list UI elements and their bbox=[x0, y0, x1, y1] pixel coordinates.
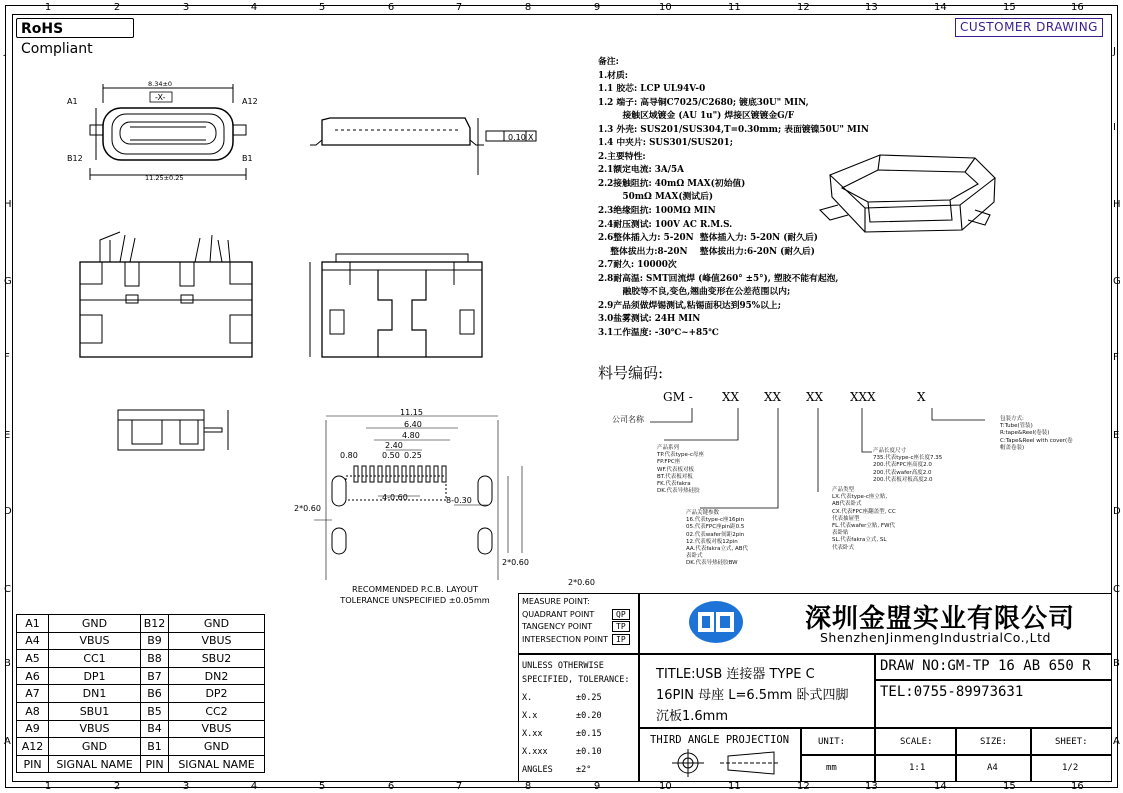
note-line: 1.3 外壳: SUS201/SUS304,T=0.30mm; 表面镀镍50U" MIN bbox=[598, 124, 869, 135]
zone-row-G: G bbox=[1113, 276, 1121, 287]
pin-cell: B1 bbox=[141, 738, 169, 756]
scale-value: 1:1 bbox=[909, 763, 926, 773]
zone-row-H: H bbox=[4, 199, 12, 210]
measure-point-label: INTERSECTION POINT bbox=[522, 634, 608, 644]
zone-row-E: E bbox=[1113, 430, 1120, 441]
zone-row-C: C bbox=[1113, 584, 1120, 595]
pin-cell: B7 bbox=[141, 667, 169, 685]
pin-table bbox=[16, 614, 265, 773]
sheet-value: 1/2 bbox=[1062, 763, 1079, 773]
pin-row bbox=[17, 738, 265, 756]
customer-drawing-label: CUSTOMER DRAWING bbox=[955, 18, 1103, 37]
zone-row-H: H bbox=[1113, 199, 1121, 210]
zone-col-5: 5 bbox=[318, 2, 326, 13]
zone-row-B: B bbox=[4, 658, 11, 669]
zone-col-16: 16 bbox=[1071, 781, 1084, 792]
pin-cell: DN1 bbox=[49, 685, 141, 703]
note-line: 3.1工作温度: -30℃~+85℃ bbox=[598, 327, 719, 338]
zone-col-6: 6 bbox=[387, 781, 395, 792]
zone-row-J: J bbox=[1113, 46, 1116, 57]
pin-cell: A5 bbox=[17, 650, 49, 668]
zone-col-2: 2 bbox=[113, 781, 121, 792]
zone-col-8: 8 bbox=[524, 2, 532, 13]
sheet-header: SHEET: bbox=[1055, 737, 1088, 747]
rohs-bold: RoHS bbox=[21, 21, 64, 37]
small-side-view bbox=[118, 410, 228, 450]
zone-col-3: 3 bbox=[182, 2, 190, 13]
note-line: 融胶等不良,变色,翘曲变形在公差范围以内; bbox=[598, 287, 791, 298]
pn-seg-3: XX bbox=[806, 390, 824, 404]
zone-row-G: G bbox=[4, 276, 12, 287]
zone-row-B: B bbox=[1113, 658, 1120, 669]
zone-col-10: 10 bbox=[659, 2, 672, 13]
pin-cell: SBU2 bbox=[169, 650, 265, 668]
pcb-dim-11: 2*0.60 bbox=[294, 504, 321, 513]
zone-col-13: 13 bbox=[865, 2, 878, 13]
pcb-dim-last: 2*0.60 bbox=[568, 578, 595, 587]
zone-col-15: 15 bbox=[1003, 781, 1016, 792]
projection-label: THIRD ANGLE PROJECTION bbox=[650, 734, 790, 746]
pin-cell: B8 bbox=[141, 650, 169, 668]
draw-number: DRAW NO:GM-TP 16 AB 650 R bbox=[880, 658, 1091, 674]
pin-row bbox=[17, 755, 265, 773]
note-line: 2.3绝缘阻抗: 100MΩ MIN bbox=[598, 206, 716, 217]
bottom-view bbox=[80, 232, 252, 357]
top-view bbox=[310, 254, 482, 357]
pcb-dim-1: 11.15 bbox=[400, 408, 423, 417]
note-line: 2.7耐久: 10000次 bbox=[598, 260, 677, 271]
note-line: 2.1额定电流: 3A/5A bbox=[598, 165, 684, 176]
scale-header: SCALE: bbox=[900, 737, 933, 747]
pn-param: 产品关键参数 16.代表type-c座16pin 05.代表FPC座pin距0.5 02.代表wafer间距2pin 12.代表板对板12pin AA.代表fakra立式, AB代 表卧式 DK.代表导热硅胶BW bbox=[686, 510, 748, 567]
zone-col-7: 7 bbox=[455, 2, 463, 13]
pin-cell: B5 bbox=[141, 702, 169, 720]
pcb-dim-3: 4.80 bbox=[402, 431, 420, 440]
pin-cell: B6 bbox=[141, 685, 169, 703]
title-text bbox=[656, 664, 848, 727]
measure-point-label: QUADRANT POINT bbox=[522, 609, 595, 619]
note-line: 2.2接触阻抗: 40mΩ MAX(初始值) bbox=[598, 178, 746, 189]
zone-col-3: 3 bbox=[182, 781, 190, 792]
zone-row-E: E bbox=[4, 430, 11, 441]
measure-point-code: IP bbox=[612, 634, 630, 645]
note-line: 2.6整体插入力: 5-20N 整体插入力: 5-20N (耐久后) bbox=[598, 233, 818, 244]
pin-cell: SIGNAL NAME bbox=[49, 755, 141, 773]
pin-cell: A12 bbox=[17, 738, 49, 756]
zone-row-A: A bbox=[1113, 736, 1120, 747]
zone-row-F: F bbox=[1113, 352, 1119, 363]
telephone: TEL:0755-89973631 bbox=[880, 684, 1024, 700]
pin-cell: PIN bbox=[141, 755, 169, 773]
dim-w-bot: 11.25±0.25 bbox=[145, 174, 184, 182]
pn-seg-4: XXX bbox=[850, 390, 876, 404]
company-logo-icon bbox=[688, 600, 744, 644]
pin-cell: SBU1 bbox=[49, 702, 141, 720]
pin-cell: B12 bbox=[141, 615, 169, 633]
pin-cell: A4 bbox=[17, 632, 49, 650]
zone-col-16: 16 bbox=[1071, 2, 1084, 13]
pcb-dim-5: 0.80 bbox=[340, 451, 358, 460]
tolerance-key: X.xxx bbox=[522, 747, 548, 757]
note-line: 50mΩ MAX(测试后) bbox=[598, 192, 714, 203]
zone-col-1: 1 bbox=[44, 781, 52, 792]
datum-x: -X- bbox=[155, 93, 166, 102]
zone-row-C: C bbox=[4, 584, 11, 595]
pin-cell: A8 bbox=[17, 702, 49, 720]
pin-cell: B9 bbox=[141, 632, 169, 650]
pcb-caption bbox=[320, 584, 510, 606]
notes bbox=[598, 56, 869, 340]
tolerance-value: ±0.20 bbox=[576, 711, 602, 721]
flatness-ref: X bbox=[528, 133, 534, 142]
part-number-title: 料号编码: bbox=[598, 364, 664, 382]
zone-col-10: 10 bbox=[659, 781, 672, 792]
front-view bbox=[90, 84, 246, 180]
pin-row bbox=[17, 632, 265, 650]
pin-cell: A1 bbox=[17, 615, 49, 633]
dim-w-top: 8.34±0 bbox=[148, 80, 173, 88]
note-line: 整体拔出力:8-20N 整体拔出力:6-20N (耐久后) bbox=[598, 246, 815, 257]
zone-col-12: 12 bbox=[797, 2, 810, 13]
zone-row-I: I bbox=[1113, 122, 1116, 133]
pin-cell: DN2 bbox=[169, 667, 265, 685]
zone-col-4: 4 bbox=[250, 2, 258, 13]
tolerance-value: ±0.15 bbox=[576, 729, 602, 739]
size-header: SIZE: bbox=[980, 737, 1008, 747]
pcb-dim-6: 0.50 bbox=[382, 451, 400, 460]
zone-col-7: 7 bbox=[455, 781, 463, 792]
label-b1: B1 bbox=[242, 154, 253, 163]
zone-row-A: A bbox=[4, 736, 11, 747]
zone-row-F: F bbox=[4, 352, 10, 363]
zone-col-11: 11 bbox=[728, 2, 741, 13]
pin-cell: DP2 bbox=[169, 685, 265, 703]
company-name-cn: 深圳金盟实业有限公司 bbox=[805, 604, 1076, 634]
rohs-rest: Compliant bbox=[21, 41, 93, 57]
pcb-caption-line-1: RECOMMENDED P.C.B. LAYOUT bbox=[352, 584, 478, 594]
flatness-value: 0.10 bbox=[508, 133, 526, 142]
zone-col-6: 6 bbox=[387, 2, 395, 13]
top-side-view bbox=[310, 118, 536, 175]
pn-seg-5: X bbox=[917, 390, 926, 404]
pin-row bbox=[17, 702, 265, 720]
zone-col-9: 9 bbox=[593, 781, 601, 792]
pn-series: 产品系列 TP.代表type-c母座 FP.FPC座 WF.代表板对板 BT.代表板对板 FK.代表fakra DK.代表导热硅胶 bbox=[657, 445, 704, 495]
measure-point-code: TP bbox=[612, 621, 630, 632]
tolerance-key: ANGLES bbox=[522, 765, 553, 775]
note-line: 1.1 胶芯: LCP UL94V-0 bbox=[598, 84, 706, 95]
zone-col-1: 1 bbox=[44, 2, 52, 13]
title-line-1: TITLE:USB 连接器 TYPE C bbox=[656, 667, 815, 682]
unit-header: UNIT: bbox=[818, 737, 846, 747]
size-value: A4 bbox=[987, 763, 998, 773]
zone-row-I: I bbox=[4, 122, 7, 133]
note-line: 备注: bbox=[598, 57, 619, 67]
zone-col-5: 5 bbox=[318, 781, 326, 792]
zone-col-15: 15 bbox=[1003, 2, 1016, 13]
pn-height: 产品长度尺寸 735.代表type-c座长度7.35 200.代表FPC座高度2.0 200.代表wafer高度2.0 200.代表板对板高度2.0 bbox=[873, 448, 943, 483]
pn-seg-0: GM - bbox=[663, 390, 693, 404]
pin-cell: VBUS bbox=[169, 632, 265, 650]
pn-seg-2: XX bbox=[764, 390, 782, 404]
pin-cell: SIGNAL NAME bbox=[169, 755, 265, 773]
pin-cell: GND bbox=[169, 738, 265, 756]
tolerance-value: ±2° bbox=[576, 765, 592, 775]
pn-type: 产品类型 LX.代表type-c座立贴, AB代表卧式 CX.代表FPC座翻盖型, CC 代表抽屉型 FL.代表wafer立贴, FW代 表卧贴 SL.代表fakra立式, SL 代表卧式 bbox=[832, 487, 896, 551]
note-line: 2.8耐高温: SMT回流焊 (峰值260° ±5°), 塑胶不能有起泡, bbox=[598, 273, 839, 284]
tolerance-key: X. bbox=[522, 693, 533, 703]
label-a12: A12 bbox=[242, 97, 258, 106]
pin-cell: VBUS bbox=[49, 632, 141, 650]
zone-col-14: 14 bbox=[934, 781, 947, 792]
pin-row bbox=[17, 615, 265, 633]
pin-cell: A7 bbox=[17, 685, 49, 703]
note-line: 2.主要特性: bbox=[598, 151, 646, 162]
note-line: 接触区域镀金 (AU 1u") 焊接区镀镀金G/F bbox=[598, 111, 795, 122]
note-line: 2.4耐压测试: 100V AC R.M.S. bbox=[598, 219, 733, 230]
zone-col-8: 8 bbox=[524, 781, 532, 792]
pin-row bbox=[17, 667, 265, 685]
title-line-3: 沉板1.6mm bbox=[656, 709, 729, 724]
zone-col-12: 12 bbox=[797, 781, 810, 792]
pcb-dim-2: 6.40 bbox=[404, 420, 422, 429]
pin-cell: VBUS bbox=[169, 720, 265, 738]
pin-cell: GND bbox=[49, 615, 141, 633]
pin-cell: PIN bbox=[17, 755, 49, 773]
pin-row bbox=[17, 720, 265, 738]
pn-pack: 包装方式: T:Tube(管装) R:tape&Reel(卷装) C:Tape&Reel with cover(卷 帽盖卷装) bbox=[1000, 416, 1073, 451]
tolerance-title: UNLESS OTHERWISE bbox=[522, 661, 604, 671]
zone-col-13: 13 bbox=[865, 781, 878, 792]
measure-point-label: TANGENCY POINT bbox=[522, 622, 593, 631]
pcb-layout bbox=[314, 416, 522, 580]
zone-row-J: J bbox=[4, 46, 7, 57]
pin-cell: A6 bbox=[17, 667, 49, 685]
pin-cell: A9 bbox=[17, 720, 49, 738]
pcb-dim-10: 8-0.30 bbox=[446, 496, 472, 505]
zone-col-11: 11 bbox=[728, 781, 741, 792]
company-name-en: ShenzhenJinmengIndustrialCo.,Ltd bbox=[820, 630, 1051, 645]
pin-row bbox=[17, 685, 265, 703]
pin-cell: VBUS bbox=[49, 720, 141, 738]
pin-cell: B4 bbox=[141, 720, 169, 738]
measure-point-label: MEASURE POINT: bbox=[522, 597, 590, 606]
zone-col-14: 14 bbox=[934, 2, 947, 13]
tolerance-key: X.xx bbox=[522, 729, 543, 739]
pin-cell: CC2 bbox=[169, 702, 265, 720]
tolerance-key: X.x bbox=[522, 711, 538, 721]
zone-row-D: D bbox=[1113, 506, 1121, 517]
note-line: 1.2 端子: 高导铜C7025/C2680; 镀底30U" MIN, bbox=[598, 97, 809, 108]
label-b12: B12 bbox=[67, 154, 83, 163]
zone-col-4: 4 bbox=[250, 781, 258, 792]
zone-col-9: 9 bbox=[593, 2, 601, 13]
zone-row-D: D bbox=[4, 506, 12, 517]
label-a1: A1 bbox=[67, 97, 78, 106]
unit-value: mm bbox=[826, 763, 837, 773]
measure-point-code: QP bbox=[612, 609, 630, 620]
pn-company: 公司名称 bbox=[612, 415, 644, 424]
pin-cell: CC1 bbox=[49, 650, 141, 668]
divider-5 bbox=[800, 754, 1112, 756]
pcb-caption-line-2: TOLERANCE UNSPECIFIED ±0.05mm bbox=[340, 595, 490, 605]
pcb-dim-4: 2.40 bbox=[385, 441, 403, 450]
zone-col-2: 2 bbox=[113, 2, 121, 13]
tolerance-value: ±0.25 bbox=[576, 693, 602, 703]
pn-seg-1: XX bbox=[722, 390, 740, 404]
pcb-dim-9: 4-0.60 bbox=[382, 493, 408, 502]
pcb-dim-7: 0.25 bbox=[404, 451, 422, 460]
pin-cell: DP1 bbox=[49, 667, 141, 685]
tolerance-value: ±0.10 bbox=[576, 747, 602, 757]
pin-cell: GND bbox=[49, 738, 141, 756]
note-line: 1.材质: bbox=[598, 70, 629, 81]
note-line: 3.0盐雾测试: 24H MIN bbox=[598, 314, 701, 325]
tolerance-title: SPECIFIED, TOLERANCE: bbox=[522, 675, 630, 685]
pin-row bbox=[17, 650, 265, 668]
title-line-2: 16PIN 母座 L=6.5mm 卧式四脚 bbox=[656, 688, 849, 703]
pcb-dim-16: 2*0.60 bbox=[502, 558, 529, 567]
note-line: 2.9产品须做焊锡测试,粘锡面积达到95%以上; bbox=[598, 300, 781, 311]
note-line: 1.4 中夹片: SUS301/SUS201; bbox=[598, 138, 734, 149]
pin-cell: GND bbox=[169, 615, 265, 633]
